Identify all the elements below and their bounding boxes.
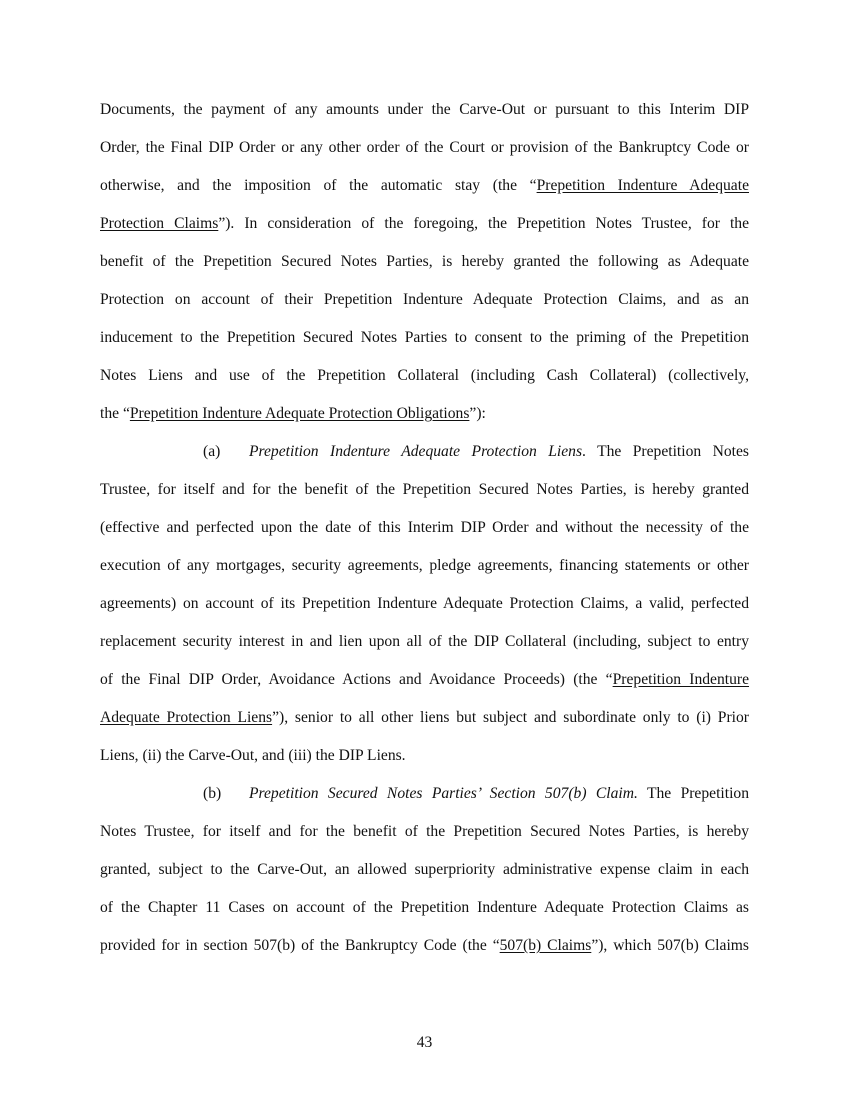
text-line xyxy=(100,632,749,652)
defined-term: Adequate Protection Liens xyxy=(100,709,273,726)
text-line xyxy=(100,138,749,158)
text-segment: of the Chapter 11 Cases on account of the Prepetition Indenture Adequate Protection Claims as xyxy=(100,899,749,916)
text-line xyxy=(100,860,749,880)
text-line xyxy=(100,328,749,348)
paragraph-heading: Prepetition Secured Notes Parties’ Section 507(b) Claim. xyxy=(249,785,638,802)
text-line xyxy=(100,100,749,120)
text-segment: replacement security interest in and lien upon all of the DIP Collateral (including, subject to entry xyxy=(100,633,749,650)
text-segment: (effective and perfected upon the date of this Interim DIP Order and without the necessity of the xyxy=(100,519,749,536)
text-segment: execution of any mortgages, security agreements, pledge agreements, financing statements or other xyxy=(100,557,749,574)
text-line xyxy=(100,556,749,576)
text-segment: otherwise, and the imposition of the automatic stay (the “ xyxy=(100,177,537,194)
text-segment: Notes Trustee, for itself and for the benefit of the Prepetition Secured Notes Parties, is hereby xyxy=(100,823,749,840)
text-segment: inducement to the Prepetition Secured Notes Parties to consent to the priming of the Prepetition xyxy=(100,329,749,346)
text-segment: ”), which 507(b) Claims xyxy=(591,937,749,954)
text-segment: The Prepetition xyxy=(637,785,749,802)
defined-term: Prepetition Indenture xyxy=(612,671,750,688)
defined-term: Prepetition Indenture Adequate xyxy=(536,177,749,194)
text-segment: . The Prepetition Notes xyxy=(582,443,749,460)
text-segment: Liens, (ii) the Carve-Out, and (iii) the DIP Liens. xyxy=(100,747,406,764)
text-line xyxy=(100,176,749,196)
text-segment: Trustee, for itself and for the benefit of the Prepetition Secured Notes Parties, is hereby granted xyxy=(100,481,749,498)
text-segment: Protection on account of their Prepetition Indenture Adequate Protection Claims, and as an xyxy=(100,291,749,308)
paragraph-a-first-line xyxy=(203,442,749,462)
text-segment: Order, the Final DIP Order or any other order of the Court or provision of the Bankruptcy Code or xyxy=(100,139,749,156)
text-line xyxy=(100,594,749,614)
paragraph-b-first-line xyxy=(203,784,749,804)
text-line xyxy=(100,898,749,918)
paragraph-label: (a) xyxy=(203,443,221,460)
defined-term: 507(b) Claims xyxy=(499,937,592,954)
text-line xyxy=(100,404,749,424)
text-line xyxy=(100,936,749,956)
paragraph-heading: Prepetition Indenture Adequate Protection Liens xyxy=(249,443,583,460)
text-line xyxy=(100,214,749,234)
text-segment: of the Final DIP Order, Avoidance Actions and Avoidance Proceeds) (the “ xyxy=(100,671,613,688)
text-line xyxy=(100,670,749,690)
text-line xyxy=(100,480,749,500)
text-segment: ”), senior to all other liens but subject and subordinate only to (i) Prior xyxy=(272,709,749,726)
paragraph-label: (b) xyxy=(203,785,222,802)
text-segment: granted, subject to the Carve-Out, an allowed superpriority administrative expense claim in each xyxy=(100,861,749,878)
text-segment: ”): xyxy=(469,405,486,422)
text-line xyxy=(100,746,749,766)
page-number: 43 xyxy=(416,1034,433,1051)
text-line xyxy=(100,822,749,842)
text-segment: ”). In consideration of the foregoing, the Prepetition Notes Trustee, for the xyxy=(218,215,750,232)
text-line xyxy=(100,366,749,386)
text-line xyxy=(100,290,749,310)
text-segment: provided for in section 507(b) of the Bankruptcy Code (the “ xyxy=(100,937,500,954)
text-line xyxy=(100,252,749,272)
text-line xyxy=(100,708,749,728)
text-segment: Documents, the payment of any amounts under the Carve-Out or pursuant to this Interim DIP xyxy=(100,101,749,118)
defined-term: Prepetition Indenture Adequate Protection Obligations xyxy=(129,405,470,422)
defined-term: Protection Claims xyxy=(100,215,219,232)
text-segment: the “ xyxy=(100,405,130,422)
text-segment: Notes Liens and use of the Prepetition Collateral (including Cash Collateral) (collectively, xyxy=(100,367,749,384)
text-segment: benefit of the Prepetition Secured Notes Parties, is hereby granted the following as Adequate xyxy=(100,253,749,270)
text-segment: agreements) on account of its Prepetition Indenture Adequate Protection Claims, a valid, perfected xyxy=(100,595,749,612)
text-line xyxy=(100,518,749,538)
